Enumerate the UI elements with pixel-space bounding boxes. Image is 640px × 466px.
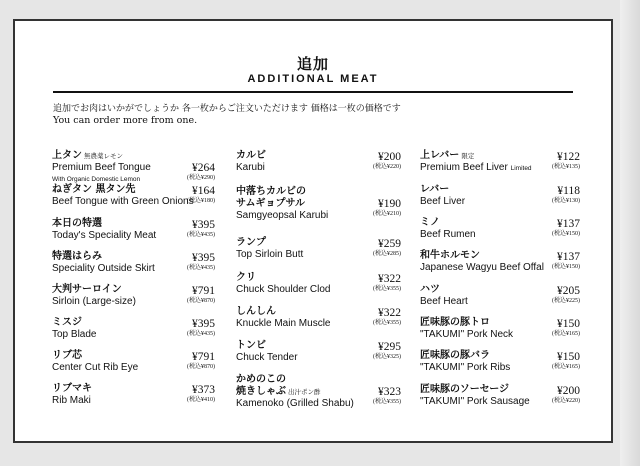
item-name-en: Rib Maki bbox=[52, 395, 91, 406]
item-note-jp: 限定 bbox=[461, 152, 475, 160]
price-value: ¥322 bbox=[378, 273, 401, 285]
item-price bbox=[552, 385, 580, 405]
item-note-jp: 出汁ポン酢 bbox=[288, 388, 321, 396]
item-name-en: Beef Heart bbox=[420, 296, 468, 307]
menu-item bbox=[236, 272, 401, 306]
price-tax: (税込¥285) bbox=[373, 251, 401, 257]
price-tax: (税込¥325) bbox=[373, 354, 401, 360]
item-price bbox=[187, 318, 215, 338]
price-value: ¥205 bbox=[557, 285, 580, 297]
item-name-en: Japanese Wagyu Beef Offal bbox=[420, 262, 544, 273]
item-name-jp: 上タン bbox=[52, 150, 82, 161]
price-tax: (税込¥210) bbox=[373, 211, 401, 217]
item-name-en: Beef Tongue with Green Onions bbox=[52, 196, 194, 207]
price-value: ¥395 bbox=[192, 252, 215, 264]
item-name-jp: 匠味豚の豚バラ bbox=[420, 350, 490, 361]
item-name-jp: 本日の特選 bbox=[52, 218, 102, 229]
menu-item bbox=[52, 184, 215, 218]
item-price bbox=[552, 185, 580, 205]
price-value: ¥264 bbox=[192, 162, 215, 174]
menu-title-jp: 追加 bbox=[296, 55, 329, 73]
item-subtitle-en: With Organic Domestic Lemon bbox=[52, 176, 141, 183]
item-name-jp: ランプ bbox=[236, 237, 266, 248]
item-name-jp: ハツ bbox=[420, 284, 440, 295]
price-tax: (税込¥435) bbox=[187, 232, 215, 238]
price-tax: (税込¥180) bbox=[187, 198, 215, 204]
item-name-jp: クリ bbox=[236, 272, 256, 283]
price-value: ¥395 bbox=[192, 318, 215, 330]
item-name-en: Today's Speciality Meat bbox=[52, 230, 157, 241]
price-tax: (税込¥150) bbox=[552, 264, 580, 270]
menu-item bbox=[420, 317, 580, 350]
menu-item bbox=[52, 350, 215, 383]
menu-item bbox=[52, 317, 215, 350]
item-price bbox=[373, 386, 401, 406]
item-price bbox=[552, 285, 580, 305]
menu-item bbox=[236, 374, 401, 422]
price-value: ¥373 bbox=[192, 384, 215, 396]
item-price bbox=[187, 252, 215, 272]
menu-item bbox=[420, 350, 580, 384]
price-value: ¥190 bbox=[378, 198, 401, 210]
item-name-en: Top Blade bbox=[52, 329, 97, 340]
menu-column-1 bbox=[52, 150, 215, 416]
item-name-jp: かめのこの bbox=[236, 374, 286, 385]
menu-item bbox=[420, 284, 580, 317]
item-price bbox=[187, 185, 215, 205]
price-value: ¥200 bbox=[378, 151, 401, 163]
item-name-en: Kamenoko (Grilled Shabu) bbox=[236, 398, 354, 409]
menu-item bbox=[420, 184, 580, 217]
intro-text-jp: 追加でお肉はいかがでしょうか 各一枚からご注文いただけます 価格は一枚の価格です bbox=[53, 104, 401, 114]
price-value: ¥118 bbox=[557, 185, 580, 197]
price-value: ¥791 bbox=[192, 285, 215, 297]
item-name-jp: 上レバー bbox=[420, 150, 460, 161]
price-value: ¥395 bbox=[192, 219, 215, 231]
price-value: ¥164 bbox=[192, 185, 215, 197]
price-tax: (税込¥135) bbox=[552, 164, 580, 170]
item-name-en: Top Sirloin Butt bbox=[236, 249, 304, 260]
item-price bbox=[552, 151, 580, 171]
item-name-jp: ねぎタン 黒タン先 bbox=[52, 184, 136, 195]
item-price bbox=[187, 219, 215, 239]
item-price bbox=[373, 307, 401, 327]
item-name-en: Samgyeopsal Karubi bbox=[236, 210, 329, 221]
price-tax: (税込¥355) bbox=[373, 399, 401, 405]
menu-column-3 bbox=[420, 150, 580, 417]
price-tax: (税込¥435) bbox=[187, 331, 215, 337]
item-name-jp: しんしん bbox=[236, 306, 276, 317]
price-value: ¥150 bbox=[557, 351, 580, 363]
price-tax: (税込¥220) bbox=[552, 398, 580, 404]
menu-item bbox=[52, 251, 215, 284]
item-name-en: Chuck Shoulder Clod bbox=[236, 284, 331, 295]
item-name-jp: 匠味豚の豚トロ bbox=[420, 317, 490, 328]
item-price bbox=[373, 238, 401, 258]
menu-item bbox=[52, 383, 215, 416]
item-price bbox=[552, 318, 580, 338]
price-value: ¥150 bbox=[557, 318, 580, 330]
price-tax: (税込¥165) bbox=[552, 331, 580, 337]
item-name-jp: 和牛ホルモン bbox=[420, 250, 480, 261]
price-tax: (税込¥290) bbox=[187, 175, 215, 181]
menu-item bbox=[236, 150, 401, 186]
item-name-en: Beef Liver bbox=[420, 196, 466, 207]
item-name-jp: レバー bbox=[420, 184, 450, 195]
item-name-en: Premium Beef Tongue bbox=[52, 162, 151, 173]
item-name-jp: 匠味豚のソーセージ bbox=[420, 384, 509, 395]
menu-card bbox=[13, 19, 613, 443]
item-price bbox=[373, 151, 401, 171]
item-price bbox=[373, 198, 401, 218]
item-price bbox=[373, 273, 401, 293]
item-price bbox=[187, 351, 215, 371]
item-name-en: Premium Beef Liver bbox=[420, 162, 508, 173]
item-price bbox=[187, 384, 215, 404]
item-name-jp: 大判サーロイン bbox=[52, 284, 122, 295]
item-price bbox=[187, 285, 215, 305]
item-name-en: Center Cut Rib Eye bbox=[52, 362, 139, 373]
price-tax: (税込¥870) bbox=[187, 298, 215, 304]
menu-item bbox=[420, 150, 580, 184]
price-tax: (税込¥870) bbox=[187, 364, 215, 370]
item-name-en: "TAKUMI" Pork Sausage bbox=[420, 396, 530, 407]
item-note-en: Limited bbox=[510, 165, 532, 172]
price-tax: (税込¥150) bbox=[552, 231, 580, 237]
price-value: ¥137 bbox=[557, 251, 580, 263]
item-name-en: Knuckle Main Muscle bbox=[236, 318, 331, 329]
price-tax: (税込¥410) bbox=[187, 397, 215, 403]
page-edge bbox=[620, 0, 640, 466]
item-name-en: "TAKUMI" Pork Ribs bbox=[420, 362, 511, 373]
menu-item bbox=[420, 384, 580, 417]
item-price bbox=[552, 351, 580, 371]
item-price bbox=[373, 341, 401, 361]
menu-item bbox=[52, 150, 215, 184]
item-price bbox=[552, 251, 580, 271]
price-tax: (税込¥165) bbox=[552, 364, 580, 370]
menu-item bbox=[52, 218, 215, 251]
item-name-jp: ミノ bbox=[420, 217, 440, 228]
menu-item bbox=[420, 217, 580, 250]
price-tax: (税込¥355) bbox=[373, 286, 401, 292]
price-value: ¥122 bbox=[557, 151, 580, 163]
price-tax: (税込¥130) bbox=[552, 198, 580, 204]
item-name-jp: 特選はらみ bbox=[52, 251, 102, 262]
item-name-jp: リブ芯 bbox=[52, 350, 82, 361]
price-tax: (税込¥435) bbox=[187, 265, 215, 271]
item-name-jp: トンビ bbox=[236, 340, 266, 351]
item-name-jp: 中落ちカルビの bbox=[236, 186, 306, 197]
menu-title-en: ADDITIONAL MEAT bbox=[247, 73, 379, 85]
price-value: ¥791 bbox=[192, 351, 215, 363]
menu-item bbox=[52, 284, 215, 317]
price-value: ¥259 bbox=[378, 238, 401, 250]
item-note-jp: 無農薬レモン bbox=[84, 152, 123, 160]
price-value: ¥323 bbox=[378, 386, 401, 398]
item-name-en: "TAKUMI" Pork Neck bbox=[420, 329, 514, 340]
item-name-en: Speciality Outside Skirt bbox=[52, 263, 155, 274]
menu-item bbox=[236, 306, 401, 340]
menu-item bbox=[236, 186, 401, 237]
menu-item bbox=[236, 237, 401, 272]
item-name-en: Sirloin (Large-size) bbox=[52, 296, 136, 307]
price-tax: (税込¥220) bbox=[373, 164, 401, 170]
item-price bbox=[552, 218, 580, 238]
price-value: ¥200 bbox=[557, 385, 580, 397]
item-name-jp: カルビ bbox=[236, 150, 266, 161]
title-divider bbox=[53, 91, 573, 93]
price-tax: (税込¥355) bbox=[373, 320, 401, 326]
price-value: ¥322 bbox=[378, 307, 401, 319]
item-name-jp: リブマキ bbox=[52, 383, 92, 394]
item-name-en: Karubi bbox=[236, 162, 265, 173]
price-tax: (税込¥225) bbox=[552, 298, 580, 304]
item-name-jp-line2: サムギョプサル bbox=[236, 198, 305, 209]
price-value: ¥295 bbox=[378, 341, 401, 353]
intro-text-en: You can order more from one. bbox=[53, 115, 198, 126]
item-name-jp: ミスジ bbox=[52, 317, 82, 328]
price-value: ¥137 bbox=[557, 218, 580, 230]
item-name-en: Chuck Tender bbox=[236, 352, 298, 363]
menu-item bbox=[420, 250, 580, 284]
menu-item bbox=[236, 340, 401, 374]
menu-column-2 bbox=[236, 150, 401, 422]
item-name-jp-line2: 焼きしゃぶ bbox=[236, 386, 286, 397]
item-price bbox=[187, 162, 215, 182]
item-name-en: Beef Rumen bbox=[420, 229, 476, 240]
